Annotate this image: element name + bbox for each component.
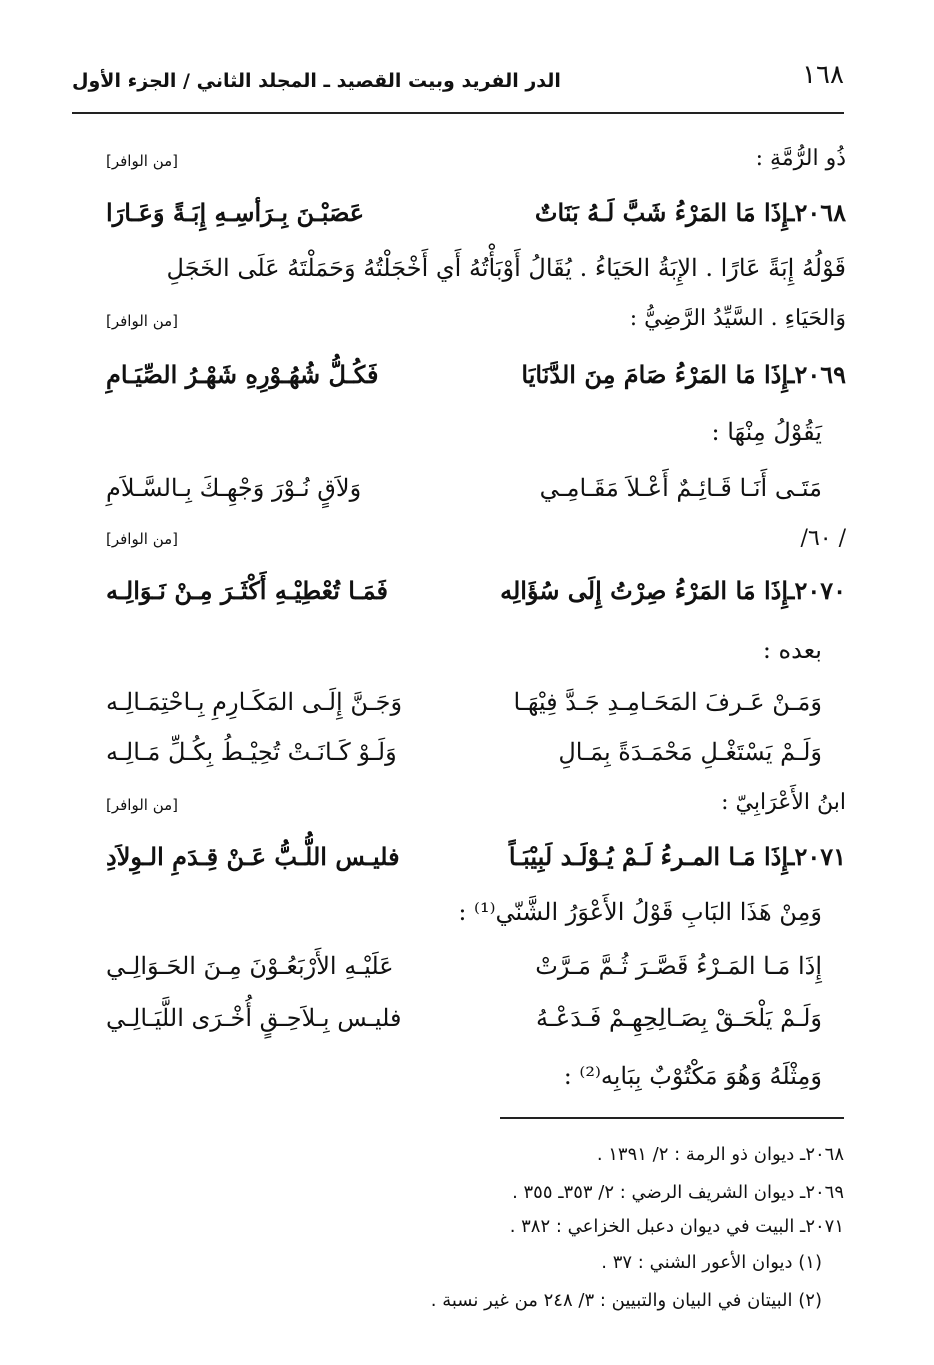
- verse-number: ٢٠٧٠ـ: [787, 576, 846, 605]
- meter-label: [من الوافر]: [106, 152, 179, 170]
- verse-second-hemistich: وَلَـوْ كَـانَـتْ تُحِيْـطُ بِكُـلِّ مَـالِـه: [106, 738, 397, 766]
- verse: [106, 1004, 846, 1044]
- page-header: [72, 60, 844, 102]
- footnote-2069: ٢٠٦٩ـ ديوان الشريف الرضي : ٢/ ٣٥٣ـ ٣٥٥ .: [512, 1182, 844, 1203]
- prose-line: قَوْلُهُ إِبَةً عَارًا . الإِبَةُ الحَيَاءُ . يُقَالُ أَوْبَأْتُهُ أَي أَخْجَلْتُهُ وَحَمَلْتَهُ عَلَى الخَجَلِ: [166, 254, 846, 282]
- verse: [106, 474, 846, 514]
- verse-first-hemistich: وَلَـمْ يَلْحَـقْ بِصَـالِحِهِـمْ فَـدَعْـهُ: [536, 1004, 822, 1032]
- page-number: ١٦٨: [802, 60, 844, 90]
- page-mark: / ٦٠/: [800, 526, 846, 551]
- verse-number: ٢٠٦٨ـ: [787, 198, 846, 227]
- footnote-2068: ٢٠٦٨ـ ديوان ذو الرمة : ٢/ ١٣٩١ .: [596, 1144, 844, 1165]
- verse-first-hemistich: وَلَـمْ يَسْتَغْـلِ مَحْمَـدَةً بِمَـالِ: [558, 738, 822, 766]
- verse-2069: [106, 360, 846, 400]
- verse-second-hemistich: فليـس بِـلاَحِـقٍ أُخْـرَى اللَّيَـالِـي: [106, 1004, 402, 1032]
- verse: [106, 952, 846, 992]
- verse-second-hemistich: وَلاَقٍ نُـوْرَ وَجْهِـكَ بِـالسَّـلاَمِ: [106, 474, 362, 502]
- poet-name: ابنُ الأَعْرَابِيّ :: [721, 790, 846, 815]
- poet-name: ذُو الرُّمَّةِ :: [755, 146, 846, 171]
- verse-second-hemistich: فَكُـلُّ شُهُـوْرِهِ شَهْـرُ الصِّيَـامِ: [106, 360, 379, 389]
- verse-second-hemistich: فَمَـا تُعْطِيْـهِ أَكْثَـرَ مِـنْ نَـوَالِـه: [106, 576, 388, 605]
- verse-second-hemistich: عَصَبْـنَ بِـرَأسِـهِ إِبَـةً وَعَـارَا: [106, 198, 365, 227]
- verse-number: ٢٠٦٩ـ: [787, 360, 846, 389]
- verse-2068: [106, 198, 846, 238]
- prose-line: يَقُوْلُ مِنْهَا :: [711, 418, 822, 446]
- verse-second-hemistich: فليـس اللُّـبُّ عَـنْ قِـدَمِ الـوِلاَدِ: [106, 842, 400, 871]
- verse-2070: [106, 576, 846, 616]
- meter-label: [من الوافر]: [106, 530, 179, 548]
- verse-first-hemistich: إِذَا مَـا المَـرْءُ قَصَّـرَ ثُـمَّ مَـرَّتْ: [535, 952, 822, 980]
- verse-first-hemistich: إِذَا مَا المَرْءُ صَامَ مِنَ الدَّنَايَا: [521, 360, 788, 389]
- verse-first-hemistich: وَمَـنْ عَـرفَ المَحَـامِـدِ جَـدَّ فِيْهَـا: [513, 688, 822, 716]
- meter-label: [من الوافر]: [106, 796, 179, 814]
- verse-second-hemistich: وَجَـنَّ إِلَـى المَكَـارِمِ بِـاحْتِمَـالِـه: [106, 688, 403, 716]
- prose-line: وَالحَيَاءِ . السَّيِّدُ الرَّضِيُّ :: [629, 306, 846, 331]
- verse-2071: [106, 842, 846, 882]
- poet-line: [106, 306, 846, 340]
- poet-line: [106, 146, 846, 180]
- footnote-rule: [500, 1117, 844, 1119]
- page-mark-line: [106, 526, 846, 560]
- footnote-1: (١) ديوان الأعور الشني : ٣٧ .: [601, 1252, 822, 1273]
- prose-line: وَمِثْلَهُ وَهُوَ مَكْتُوْبٌ بِبَابِه⁽²⁾ :: [563, 1062, 822, 1090]
- verse-first-hemistich: إِذَا مَا المَرْءُ صِرْتُ إِلَى سُؤَالِه: [500, 576, 788, 605]
- header-rule: [72, 112, 844, 114]
- footnote-2071: ٢٠٧١ـ البيت في ديوان دعبل الخزاعي : ٣٨٢ .: [509, 1216, 844, 1237]
- poet-line: [106, 790, 846, 824]
- verse-first-hemistich: مَتَـى أَنَـا قَـائِـمٌ أَعْـلاَ مَقَـامِـي: [539, 474, 822, 502]
- verse-number: ٢٠٧١ـ: [787, 842, 846, 871]
- prose-line: وَمِنْ هَذَا البَابِ قَوْلُ الأَعْوَرُ الشَّنّي⁽¹⁾ :: [458, 898, 822, 926]
- running-title: الدر الفريد وبيت القصيد ـ المجلد الثاني / الجزء الأول: [72, 70, 561, 92]
- verse-first-hemistich: إِذَا مَا المَرْءُ شَبَّ لَـهُ بَنَاتٌ: [534, 198, 788, 227]
- prose-line: بعده :: [762, 636, 822, 664]
- verse-first-hemistich: إِذَا مَـا المـرءُ لَـمْ يُـوْلَـد لَبِيْبَـاً: [508, 842, 788, 871]
- meter-label: [من الوافر]: [106, 312, 179, 330]
- verse: [106, 738, 846, 778]
- verse: [106, 688, 846, 728]
- footnote-2: (٢) البيتان في البيان والتبيين : ٣/ ٢٤٨ من غير نسبة .: [430, 1290, 822, 1311]
- verse-second-hemistich: عَلَيْـهِ الأَرْبَعُـوْنَ مِـنَ الحَـوَالِـي: [106, 952, 394, 980]
